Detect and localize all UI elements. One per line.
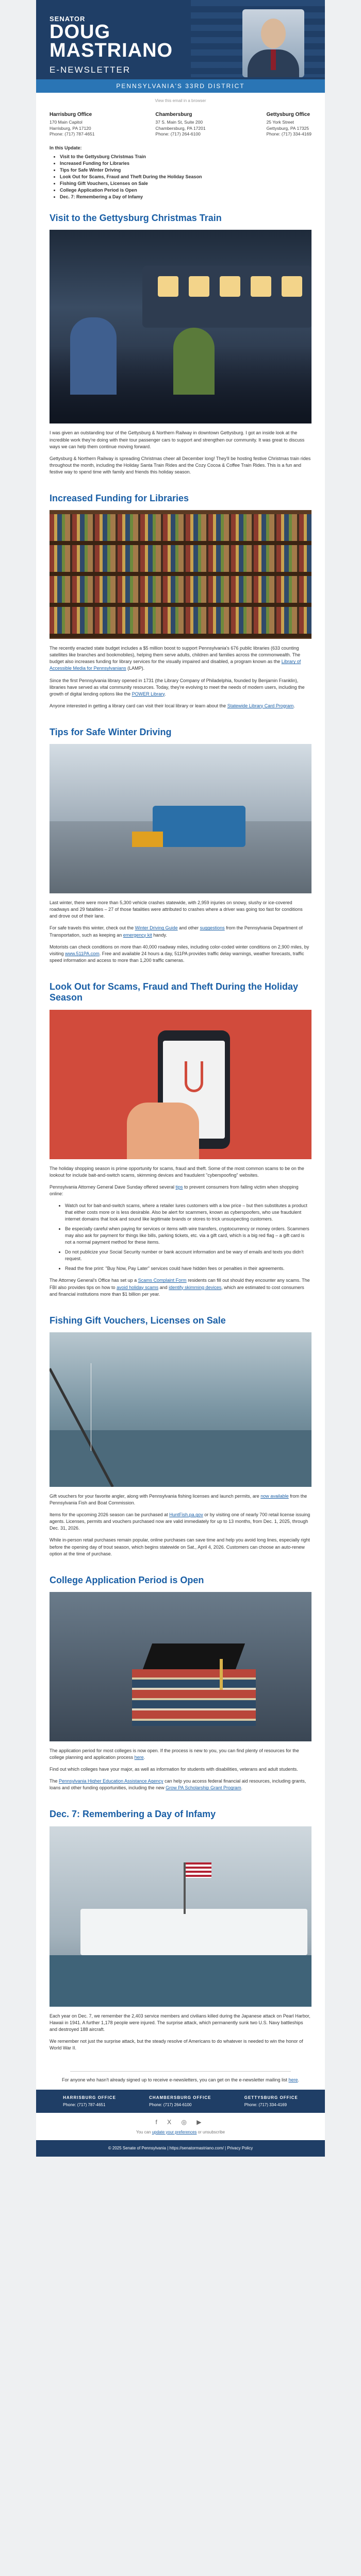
subscribe-note (36, 2064, 325, 2090)
scam-tips-list (50, 1202, 311, 1272)
complaint-form-link[interactable]: Scams Complaint Form (138, 1278, 187, 1283)
office-phone: Phone: (717) 334-4169 (266, 131, 311, 137)
text: Since the first Pennsylvania library opened in 1731 (the Library Company of Philadelphia, founded by Benjamin Franklin), libraries have served as vital community resources. Today, they're evolving to meet the needs of modern users, including the growth of digital lending options like the (50, 677, 305, 697)
section-college (36, 1570, 325, 1804)
paragraph (50, 925, 311, 938)
tips-link[interactable]: tips (175, 1184, 183, 1190)
avoid-scams-link[interactable]: avoid holiday scams (117, 1284, 159, 1290)
office-address-1: 170 Main Capitol (50, 120, 83, 125)
subscribe-link[interactable]: here (288, 2077, 298, 2083)
text: , which are estimated to cost consumers and financial institutions more than $1 billion per year. (50, 1284, 304, 1297)
fish-hook-icon (185, 1061, 203, 1092)
text: or unsubscribe (196, 2129, 225, 2134)
library-photo (50, 510, 311, 639)
text: The application period for most colleges is now open. If the process is new to you, you can find plenty of resources for the college planning and application process (50, 1748, 299, 1760)
paragraph: I was given an outstanding tour of the Gettysburg & Northern Railway in downtown Gettysburg. I got an inside look at the incredible work they're doing with their tour passenger cars to support and strengthen our community. It was great to discuss ways we can help them continue moving forward. (50, 430, 305, 449)
now-available-link[interactable]: now available (260, 1494, 289, 1499)
section-title: Fishing Gift Vouchers, Licenses on Sale (50, 1315, 226, 1326)
suggestions-link[interactable]: suggestions (200, 925, 225, 931)
shelf (50, 572, 311, 576)
winter-guide-link[interactable]: Winter Driving Guide (135, 925, 178, 931)
book-row (50, 576, 311, 603)
text: The recently enacted state budget includes a $5 million boost to support Pennsylvania's 676 public libraries (633 counting satellites like branches and bookmobiles), helping them serve adults, children and families across the commonwealth. The budget also increases funding for library services for the visually impaired and disabled, a program known as the (50, 646, 301, 665)
book-row (50, 514, 311, 541)
senator-label: SENATOR (50, 15, 86, 23)
office-list (36, 108, 325, 143)
text: . Free and available 24 hours a day, 511PA provides traffic delay warnings, weather forecasts, traffic speed information and access to more than 1,200 traffic cameras. (50, 951, 304, 963)
plow (132, 832, 163, 847)
list-item: • Read the fine print: "Buy Now, Pay Later" services could have hidden fees or penalties in their agreements. (65, 1265, 311, 1272)
newsletter (36, 0, 325, 2157)
skimming-link[interactable]: identify skimming devices (169, 1284, 222, 1290)
footer-office-phone: Phone: (717) 787-4651 (63, 2102, 106, 2107)
list-item: • Watch out for bait-and-switch scams, where a retailer lures customers with a low price – but then substitutes a product that either costs more or is less desirable. Also be alert for scammers, known as cyberspoofers, who use fraudulent internet domains that look and sound like legitimate brands or stores to trick unsuspecting customers. (65, 1202, 311, 1223)
office-address-2: Chambersburg, PA 17201 (155, 125, 206, 131)
fishing-photo (50, 1332, 311, 1487)
paragraph: The holiday shopping season is prime opportunity for scams, fraud and theft. Some of the most common scams to be on the lookout for include bait-and-switch scams, skimming devices and fraudulent "cyberspoofing" websites. (50, 1165, 304, 1178)
snow-photo (50, 744, 311, 893)
train-car (142, 266, 311, 328)
list-item: • Be especially careful when paying for services or items with wire transfers, cryptocurrency or money orders. Scammers may also ask for payment for things like bills, parking tickets, etc. via a gift card, which is a big red flag – a gift card is not a normal payment method for these items. (65, 1226, 311, 1246)
text: The Attorney General's Office has set up a (50, 1278, 138, 1283)
office-title: Harrisburg Office (50, 111, 92, 117)
name-first: DOUG (50, 21, 110, 43)
senator-portrait (242, 9, 304, 77)
person (173, 328, 215, 395)
office-phone: Phone: (717) 264-6100 (155, 131, 201, 137)
section-libraries (36, 488, 325, 722)
social-icons[interactable]: f X ◎ ▶ (155, 2119, 206, 2126)
text: from the Pennsylvania Fish and Boat Commission. (50, 1494, 307, 1506)
text: or by visiting one of nearly 700 retail license issuing agents. Licenses, permits and vouchers purchased now are valid immediately for up to 13 months, from Dec. 1, 2025, through Dec. 31, 2026. (50, 1512, 310, 1531)
contents-item: • Visit to the Gettysburg Christmas Train (60, 154, 311, 160)
college-photo (50, 1592, 311, 1741)
text: residents can fill out should they encounter any scams. The FBI also provides tips on how to (50, 1278, 310, 1290)
section-title: Visit to the Gettysburg Christmas Train (50, 212, 222, 223)
truck (153, 806, 245, 847)
footer-office-title: HARRISBURG OFFICE (63, 2095, 116, 2100)
huntfish-link[interactable]: HuntFish.pa.gov (169, 1512, 203, 1518)
footer-office (149, 2095, 211, 2108)
paragraph (50, 1512, 311, 1532)
library-card-link[interactable]: Statewide Library Card Program (227, 703, 294, 708)
text: Pennsylvania Attorney General Dave Sunday offered several (50, 1184, 176, 1190)
senator-name (50, 23, 173, 60)
text: and other (177, 925, 200, 931)
header-banner (36, 0, 325, 93)
section-title: Look Out for Scams, Fraud and Theft During the Holiday Season (50, 981, 299, 1003)
paragraph: Gettysburg & Northern Railway is spreading Christmas cheer all December long! They'll be hosting festive Christmas train rides throughout the month, including the Holiday Santa Train Rides and the Cozy Cocoa & Coffee Train Rides. This is a fun and festive way to spend time with family and friends this holiday season. (50, 455, 311, 474)
section-fishing (36, 1310, 325, 1570)
memorial (80, 1909, 307, 1955)
text: For anyone who hasn't already signed up to receive e-newsletters, you can get on the e-newsletter mailing list (62, 2077, 289, 2083)
footer-office (244, 2095, 298, 2108)
text: Gift vouchers for your favorite angler, along with Pennsylvania fishing licenses and launch permits, are (50, 1494, 261, 1499)
us-flag-icon (186, 1862, 211, 1878)
book-row (50, 607, 311, 634)
text: . (241, 1785, 243, 1791)
train-window (220, 276, 240, 297)
contents-item: • Look Out for Scams, Fraud and Theft During the Holiday Season (60, 174, 311, 180)
section-train (36, 208, 325, 488)
section-title: Increased Funding for Libraries (50, 493, 189, 503)
section-pearl-harbor (36, 1804, 325, 2064)
contents-item: • College Application Period is Open (60, 187, 311, 194)
section-title: Dec. 7: Remembering a Day of Infamy (50, 1809, 216, 1820)
footer-office-phone: Phone: (717) 264-6100 (149, 2102, 192, 2107)
text: Items for the upcoming 2026 season can be purchased at (50, 1512, 170, 1518)
paragraph (50, 1748, 311, 1761)
511pa-link[interactable]: www.511PA.com (65, 951, 100, 956)
footer-office-title: CHAMBERSBURG OFFICE (149, 2095, 211, 2100)
view-in-browser-link[interactable]: View this email in a browser (155, 98, 206, 103)
text: . (293, 703, 295, 708)
book-stack (132, 1669, 256, 1726)
text: . (298, 2077, 299, 2083)
office-title: Gettysburg Office (266, 111, 310, 117)
paragraph (50, 677, 311, 698)
emergency-kit-link[interactable]: emergency kit (123, 932, 152, 938)
train-window (158, 276, 178, 297)
office-gettysburg (267, 111, 311, 138)
tassel (220, 1659, 223, 1690)
footer-office-phone: Phone: (717) 334-4169 (244, 2102, 287, 2107)
contents-item: • Increased Funding for Libraries (60, 160, 311, 167)
office-address-2: Harrisburg, PA 17120 (50, 125, 91, 131)
graduation-cap (143, 1643, 245, 1669)
text: can help you access federal financial aid resources, including grants, loans and other funding opportunities, including the new (50, 1778, 306, 1791)
portrait-head (261, 19, 286, 48)
text: to prevent consumers from falling victim when shopping online: (50, 1184, 299, 1197)
paragraph: Last winter, there were more than 5,300 vehicle crashes statewide, with 2,959 injuries on snowy, slushy or ice-covered roadways and 29 fatalities – 27 of those fatalities were attributed to crashes where a driver was going too fast for conditions and drove out of their lane. (50, 900, 303, 919)
office-chambersburg (155, 111, 205, 138)
text: Anyone interested in getting a library card can visit their local library or learn about the (50, 703, 227, 708)
shelf (50, 541, 311, 545)
contents-item: • Tips for Safe Winter Driving (60, 167, 311, 174)
pearl-harbor-photo (50, 1826, 311, 2007)
paragraph (50, 703, 311, 709)
text: . (164, 691, 166, 697)
contents-item: • Fishing Gift Vouchers, Licenses on Sale (60, 180, 311, 187)
here-link[interactable]: here (134, 1755, 144, 1760)
portrait-tie (271, 49, 276, 70)
issue-contents (36, 143, 325, 208)
office-phone: Phone: (717) 787-4651 (50, 131, 95, 137)
paragraph (50, 1184, 311, 1197)
power-library-link[interactable]: POWER Library (132, 691, 165, 697)
list-item: • Do not publicize your Social Security number or bank account information and be wary of emails and texts you didn't request. (65, 1249, 311, 1262)
train-window (282, 276, 302, 297)
newsletter-subtitle: E-NEWSLETTER (50, 65, 131, 75)
train-window (251, 276, 271, 297)
preferences-link[interactable]: update your preferences (152, 2129, 197, 2134)
footer-office (63, 2095, 116, 2108)
office-address-2: Gettysburg, PA 17325 (266, 125, 309, 131)
book-row (50, 545, 311, 572)
pheaa-link[interactable]: Pennsylvania Higher Education Assistance Agency (59, 1778, 163, 1784)
paragraph (50, 645, 311, 672)
footer-office-title: GETTYSBURG OFFICE (244, 2095, 298, 2100)
train-window (189, 276, 209, 297)
office-address-1: 25 York Street (266, 120, 294, 125)
hand (127, 1103, 199, 1159)
footer-offices (36, 2090, 325, 2113)
unsubscribe-line (36, 2129, 325, 2141)
text: The (50, 1778, 59, 1784)
grow-pa-link[interactable]: Grow PA Scholarship Grant Program (166, 1785, 241, 1791)
office-harrisburg (50, 111, 94, 138)
section-title: College Application Period is Open (50, 1574, 204, 1585)
text: from the Pennsylvania Department of Transportation, such as keeping an (50, 925, 303, 938)
paragraph (50, 1277, 311, 1297)
paragraph (50, 1778, 311, 1791)
sea (50, 1955, 311, 2007)
paragraph: Find out which colleges have your major, as well as information for students with disabilities, veterans and adult students. (50, 1767, 298, 1772)
text: Motorists can check conditions on more than 40,000 roadway miles, including color-coded winter conditions on 2,900 miles, by visiting (50, 944, 309, 956)
paragraph (50, 944, 311, 964)
office-title: Chambersburg (155, 111, 192, 117)
paragraph (50, 1493, 311, 1506)
contents-heading: In this Update: (50, 145, 82, 150)
lamp-link[interactable]: Library of Accessible Media for Pennsylvanians (50, 659, 301, 671)
district-bar: PENNSYLVANIA'S 33RD DISTRICT (36, 79, 325, 93)
text: and (158, 1284, 169, 1290)
text: handy. (152, 932, 167, 938)
name-last: MASTRIANO (50, 40, 173, 61)
office-address-1: 37 S. Main St, Suite 200 (155, 120, 203, 125)
scam-photo (50, 1010, 311, 1159)
text: . (143, 1755, 145, 1760)
section-driving (36, 722, 325, 976)
paragraph: We remember not just the surprise attack, but the steady resolve of Americans to do whatever is needed to win the honor of World War II. (50, 2039, 303, 2051)
section-scams (36, 976, 325, 1310)
shelf (50, 634, 311, 638)
copyright-bar: © 2025 Senate of Pennsylvania | https://senatormastriano.com/ | Privacy Policy (36, 2140, 325, 2157)
contents-item: • Dec. 7: Remembering a Day of Infamy (60, 194, 311, 200)
text: (LAMP). (126, 666, 145, 671)
paragraph: While in-person retail purchases remain popular, online purchases can save time and help you avoid long lines, especially right before the opening day of trout season, which begins statewide on Sat., April 4, 2026. Customers can choose an auto-renew option at the time of purchase. (50, 1537, 310, 1556)
section-title: Tips for Safe Winter Driving (50, 726, 172, 737)
shelf (50, 603, 311, 607)
paragraph: Each year on Dec. 7, we remember the 2,403 service members and civilians killed during the Japanese attack on Pearl Harbor, Hawaii in 1941. A further 1,178 people were injured. The surprise attack, which permanently sunk two U.S. Navy battleships and destroyed 188 aircraft. (50, 2013, 310, 2032)
text: You can (136, 2129, 152, 2134)
text: For safe travels this winter, check out the (50, 925, 135, 931)
person (70, 317, 117, 395)
train-photo (50, 230, 311, 423)
